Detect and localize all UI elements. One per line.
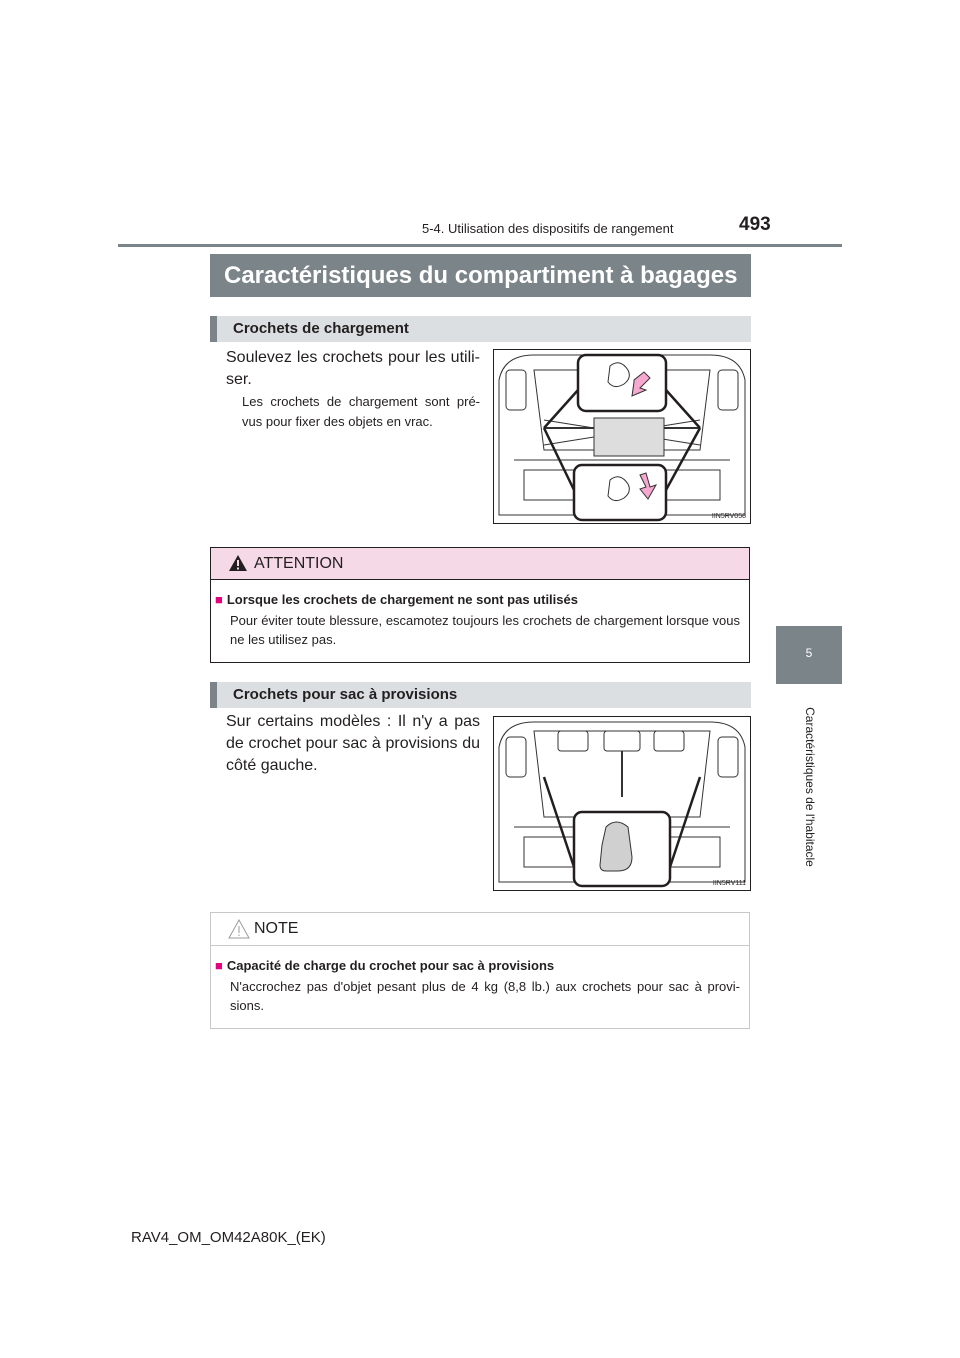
section1-text: Soulevez les crochets pour les utili-ser.: [226, 349, 480, 388]
page-number: 493: [739, 214, 771, 235]
page-title: Caractéristiques du compartiment à bagages: [210, 254, 751, 297]
shopping-bag-hooks-illustration: [493, 716, 751, 891]
warning-icon: [228, 554, 248, 572]
shopping-bag-hooks-drawing: [494, 717, 750, 890]
note-title: NOTE: [254, 920, 299, 937]
section1-subtext: Les crochets de chargement sont pré-vus pour fixer des objets en vrac.: [242, 394, 480, 429]
figure-code: IIN5RV058: [711, 513, 746, 520]
note-box: [210, 912, 750, 1029]
chapter-tab-label: Caractéristiques de l'habitacle: [803, 707, 817, 867]
attention-title: ATTENTION: [254, 555, 344, 572]
caution-outline-icon: [228, 919, 250, 939]
note-item-title: ■ Capacité de charge du crochet pour sac à provisions: [215, 958, 555, 973]
section-heading-shopping-bag-hooks: Crochets pour sac à provisions: [210, 682, 751, 708]
figure-code: IIN5RV111: [712, 880, 746, 887]
bullet-square-icon: ■: [215, 958, 223, 973]
note-header: [211, 913, 749, 946]
note-item-text: N'accrochez pas d'objet pesant plus de 4 kg (8,8 lb.) aux crochets pour sac à provi-sions.: [230, 979, 740, 1013]
section2-text: Sur certains modèles : Il n'y a pas de crochet pour sac à provisions du côté gauche.: [226, 713, 480, 774]
section-heading-cargo-hooks: Crochets de chargement: [210, 316, 751, 342]
bullet-square-icon: ■: [215, 592, 223, 607]
header-rule: [118, 244, 842, 247]
attention-header: [211, 548, 749, 580]
document-code: RAV4_OM_OM42A80K_(EK): [131, 1229, 326, 1246]
chapter-header: 5-4. Utilisation des dispositifs de rangement: [422, 221, 674, 236]
attention-item-text: Pour éviter toute blessure, escamotez toujours les crochets de chargement lorsque vous ne les utilisez pas.: [230, 613, 740, 647]
chapter-tab-number: 5: [805, 646, 813, 660]
attention-item-title: ■ Lorsque les crochets de chargement ne sont pas utilisés: [215, 592, 578, 607]
cargo-hooks-drawing: [494, 350, 750, 523]
attention-box: [210, 547, 750, 663]
cargo-hooks-illustration: [493, 349, 751, 524]
